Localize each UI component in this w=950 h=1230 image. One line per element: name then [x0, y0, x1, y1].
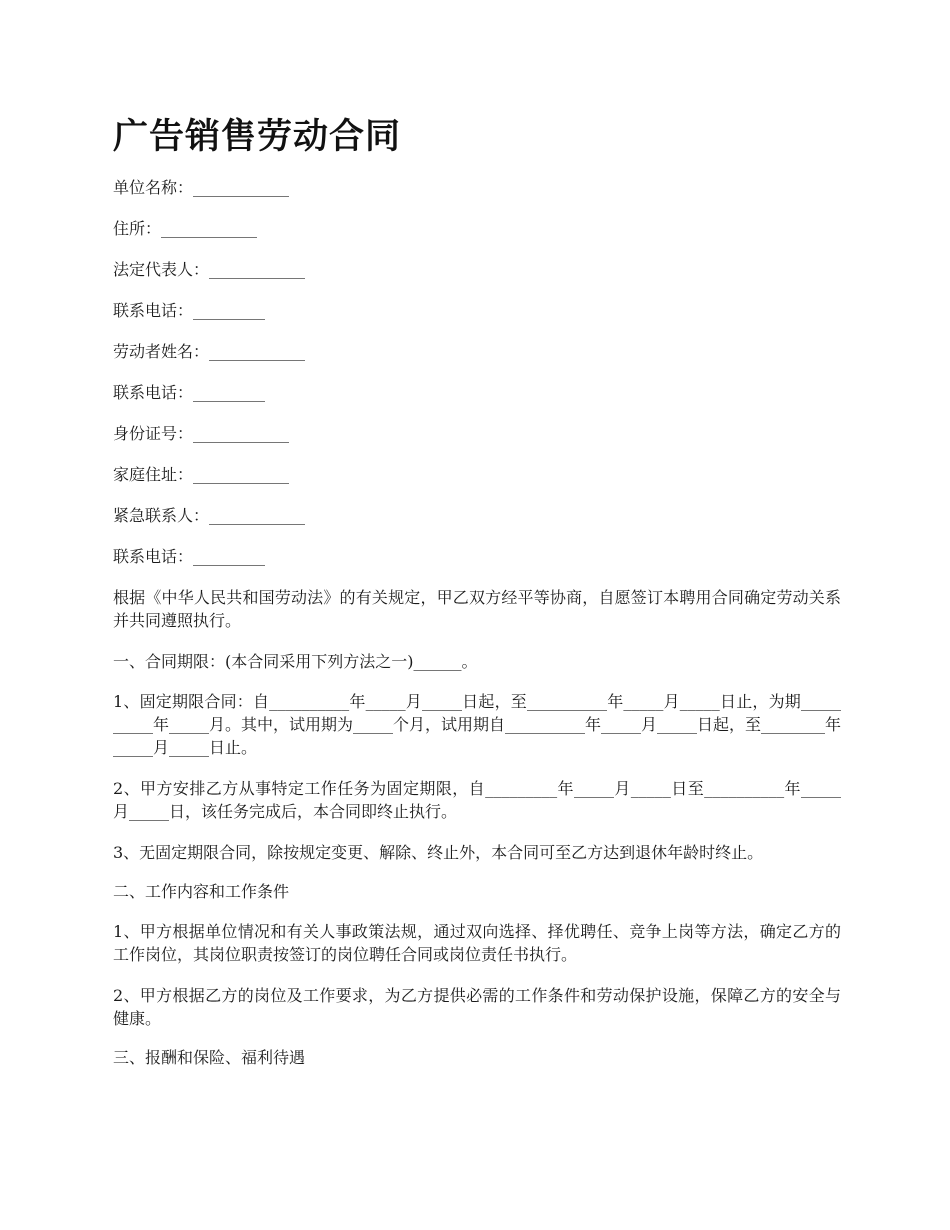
- section-1-item-2: 2、甲方安排乙方从事特定工作任务为固定期限，自_________年_____月_____日至__________年_____月_____日，该任务完成后，本合同即终止执行。: [113, 779, 841, 821]
- field-employee-phone: 联系电话：_________: [113, 383, 266, 402]
- field-employer-phone: 联系电话：_________: [113, 301, 266, 320]
- section-1-item-3: 3、无固定期限合同，除按规定变更、解除、终止外，本合同可至乙方达到退休年龄时终止。: [113, 843, 764, 862]
- field-employee-name: 劳动者姓名：____________: [113, 342, 306, 361]
- document-title: 广告销售劳动合同: [113, 117, 402, 157]
- field-emergency-phone: 联系电话：_________: [113, 547, 266, 566]
- intro-paragraph: 根据《中华人民共和国劳动法》的有关规定，甲乙双方经平等协商，自愿签订本聘用合同确定劳动关系并共同遵照执行。: [113, 588, 841, 630]
- field-legal-representative: 法定代表人：____________: [113, 260, 306, 279]
- field-address: 住所：____________: [113, 219, 258, 238]
- field-home-address: 家庭住址：____________: [113, 465, 290, 484]
- document-page: [113, 112, 841, 1086]
- section-2-item-2: 2、甲方根据乙方的岗位及工作要求，为乙方提供必需的工作条件和劳动保护设施，保障乙方的安全与健康。: [113, 986, 841, 1028]
- section-1-item-1: 1、固定期限合同：自__________年_____月_____日起，至__________年_____月_____日止，为期__________年_____月。其中，试用期为_____个月，试用期自__________年_____月_____日起，至________年_____月_____日止。: [113, 692, 842, 757]
- field-id-number: 身份证号：____________: [113, 424, 290, 443]
- field-emergency-contact: 紧急联系人：____________: [113, 506, 306, 525]
- section-2-heading: 二、工作内容和工作条件: [113, 882, 290, 901]
- section-3-heading: 三、报酬和保险、福利待遇: [113, 1048, 306, 1067]
- section-1-heading: 一、合同期限：(本合同采用下列方法之一)______。: [113, 652, 478, 671]
- field-employer-name: 单位名称：____________: [113, 178, 290, 197]
- section-2-item-1: 1、甲方根据单位情况和有关人事政策法规，通过双向选择、择优聘任、竞争上岗等方法，确定乙方的工作岗位，其岗位职责按签订的岗位聘任合同或岗位责任书执行。: [113, 922, 841, 964]
